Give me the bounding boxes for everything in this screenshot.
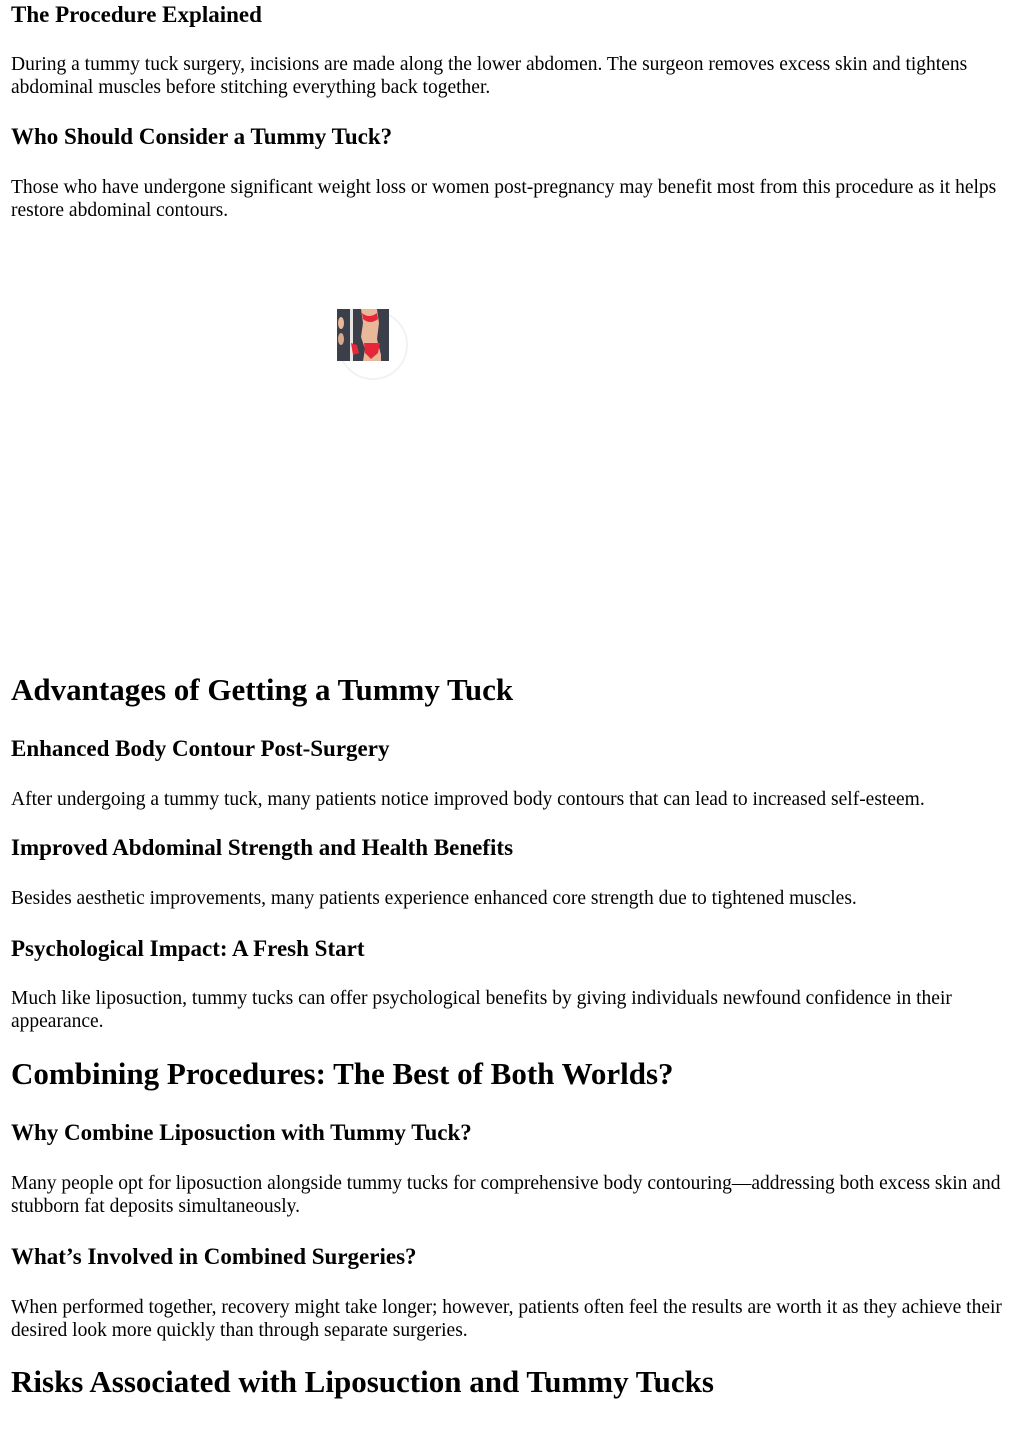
heading-psychological-impact: Psychological Impact: A Fresh Start bbox=[11, 936, 365, 961]
heading-why-combine: Why Combine Liposuction with Tummy Tuck? bbox=[11, 1120, 472, 1145]
paragraph-combined-surgeries: When performed together, recovery might take longer; however, patients often feel the results are worth it as they achieve their desired look more quickly than through separate surgeries. bbox=[11, 1297, 1002, 1341]
heading-advantages: Advantages of Getting a Tummy Tuck bbox=[11, 672, 514, 707]
heading-combined-surgeries: What’s Involved in Combined Surgeries? bbox=[11, 1244, 417, 1269]
paragraph-who-should-consider: Those who have undergone significant weight loss or women post-pregnancy may benefit most from this procedure as it helps restore abdominal contours. bbox=[11, 177, 997, 221]
heading-combining-procedures: Combining Procedures: The Best of Both Worlds? bbox=[11, 1056, 674, 1091]
before-after-photo bbox=[337, 309, 409, 381]
paragraph-psychological-impact: Much like liposuction, tummy tucks can offer psychological benefits by giving individuals newfound confidence in their appearance. bbox=[11, 988, 952, 1032]
heading-risks: Risks Associated with Liposuction and Tummy Tucks bbox=[11, 1364, 714, 1399]
heading-procedure-explained: The Procedure Explained bbox=[11, 2, 262, 27]
heading-who-should-consider: Who Should Consider a Tummy Tuck? bbox=[11, 124, 393, 149]
paragraph-enhanced-contour: After undergoing a tummy tuck, many patients notice improved body contours that can lead to increased self-esteem. bbox=[11, 789, 925, 810]
paragraph-why-combine: Many people opt for liposuction alongside tummy tucks for comprehensive body contouring—addressing both excess skin and stubborn fat deposits simultaneously. bbox=[11, 1173, 1001, 1217]
paragraph-procedure: During a tummy tuck surgery, incisions are made along the lower abdomen. The surgeon removes excess skin and tightens abdominal muscles before stitching everything back together. bbox=[11, 54, 968, 98]
heading-enhanced-contour: Enhanced Body Contour Post-Surgery bbox=[11, 736, 390, 761]
paragraph-improved-strength: Besides aesthetic improvements, many patients experience enhanced core strength due to tightened muscles. bbox=[11, 888, 857, 909]
heading-improved-strength: Improved Abdominal Strength and Health Benefits bbox=[11, 835, 514, 860]
